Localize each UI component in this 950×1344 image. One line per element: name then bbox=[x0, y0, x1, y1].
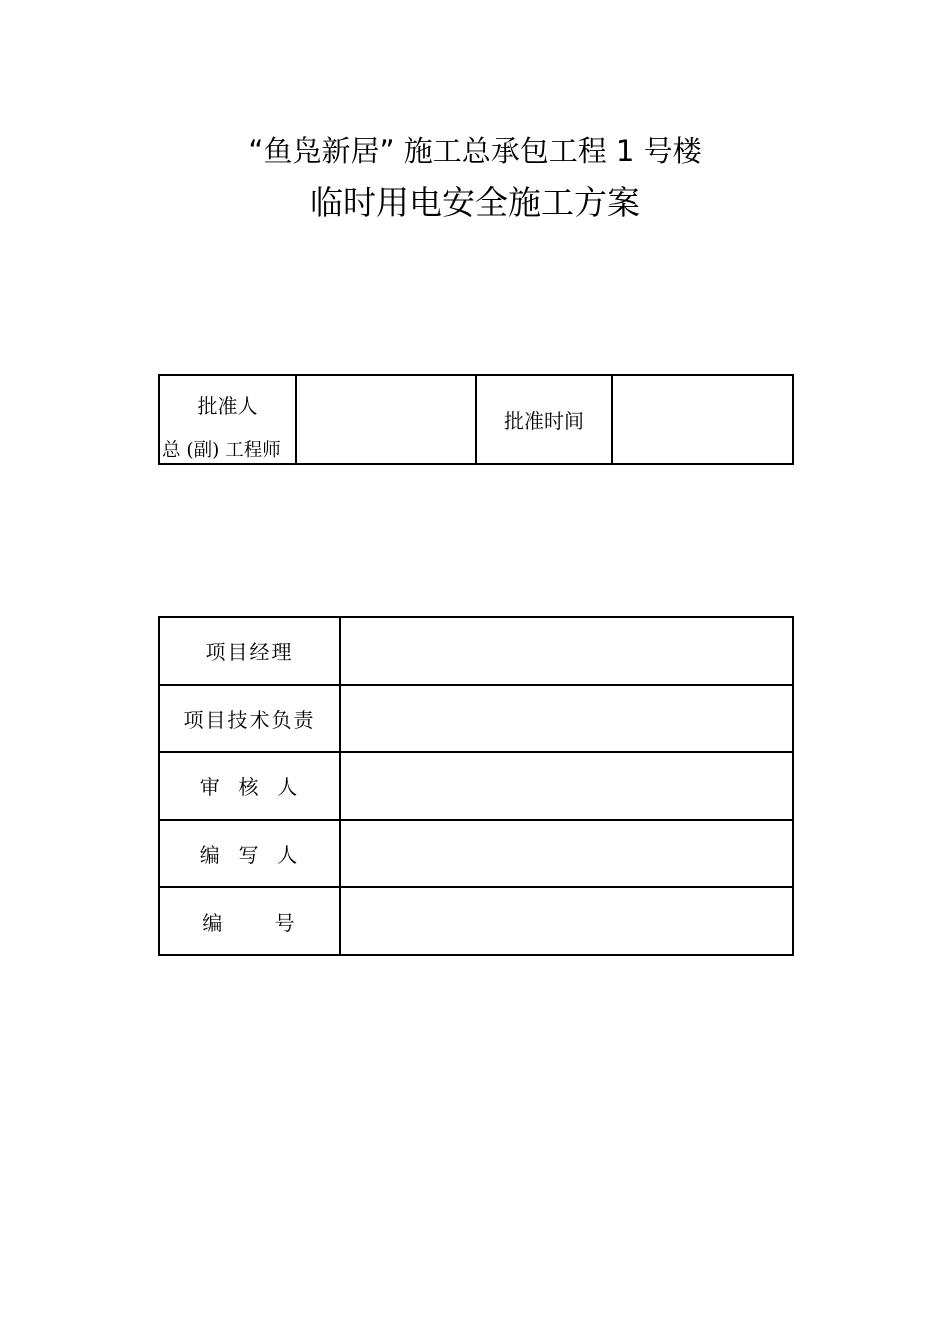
reviewer-value-cell[interactable] bbox=[340, 752, 793, 820]
document-number-label: 编 号 bbox=[159, 887, 340, 955]
chief-engineer-label: 总 (副) 工程师 bbox=[162, 440, 281, 461]
signoff-row-document-number bbox=[159, 887, 793, 955]
approval-time-value-cell[interactable] bbox=[612, 375, 793, 464]
signoff-table bbox=[158, 616, 794, 956]
approval-table bbox=[158, 374, 794, 465]
approval-time-label: 批准时间 bbox=[476, 375, 612, 464]
signoff-row-project-manager bbox=[159, 617, 793, 685]
approver-value-cell[interactable] bbox=[296, 375, 476, 464]
reviewer-label: 审 核 人 bbox=[159, 752, 340, 820]
document-title-line1: “鱼凫新居” 施工总承包工程 1 号楼 bbox=[248, 134, 702, 168]
document-number-value-cell[interactable] bbox=[340, 887, 793, 955]
author-label: 编 写 人 bbox=[159, 820, 340, 888]
technical-lead-value-cell[interactable] bbox=[340, 685, 793, 753]
signoff-row-author bbox=[159, 820, 793, 888]
signoff-row-reviewer bbox=[159, 752, 793, 820]
approver-label-cell bbox=[159, 375, 296, 464]
signoff-row-technical-lead bbox=[159, 685, 793, 753]
project-manager-label: 项目经理 bbox=[159, 617, 340, 685]
document-title-line2: 临时用电安全施工方案 bbox=[310, 183, 640, 222]
approver-label: 批准人 bbox=[197, 394, 258, 418]
author-value-cell[interactable] bbox=[340, 820, 793, 888]
approval-row bbox=[159, 375, 793, 464]
technical-lead-label: 项目技术负责 bbox=[159, 685, 340, 753]
project-manager-value-cell[interactable] bbox=[340, 617, 793, 685]
